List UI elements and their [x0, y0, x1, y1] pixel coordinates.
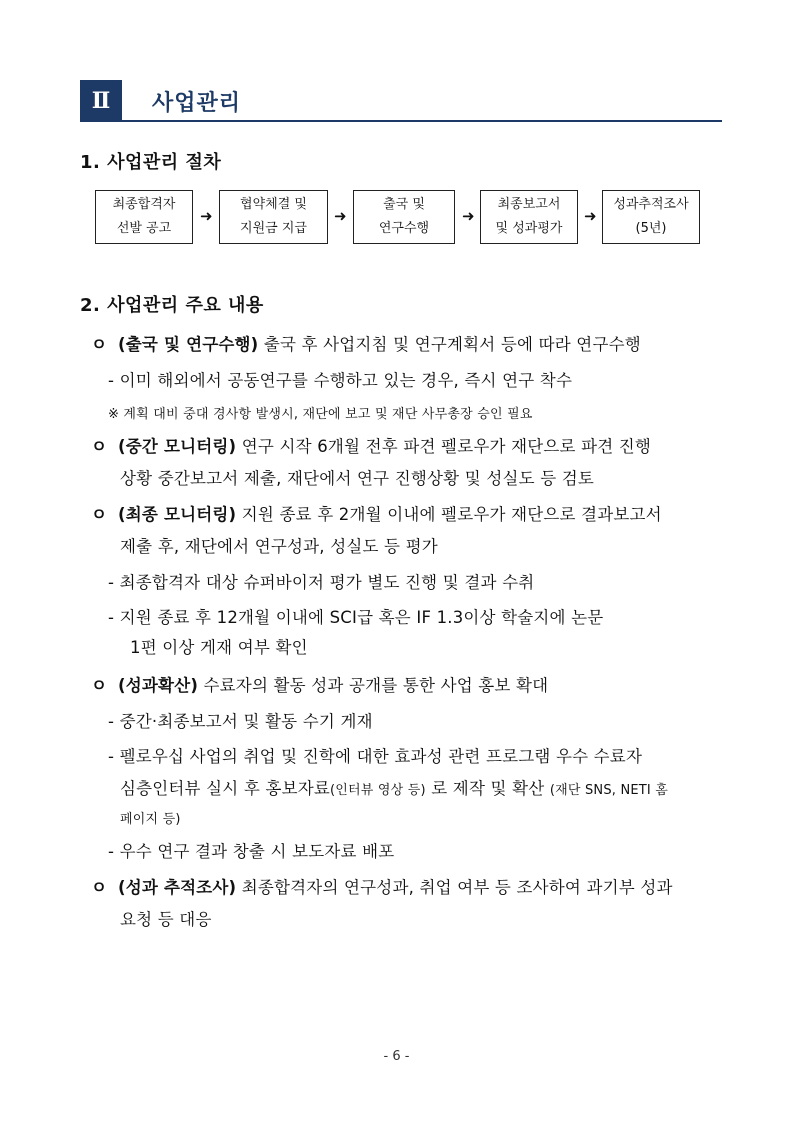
flow-step-line: 최종보고서	[497, 197, 561, 212]
arrow-icon: ➜	[334, 207, 347, 225]
bullet-label: (중간 모니터링)	[118, 437, 237, 456]
sub-item-continuation: 페이지 등)	[120, 812, 181, 827]
procedure-heading: 1. 사업관리 절차	[80, 152, 222, 173]
bullet-text: 연구 시작 6개월 전후 파견 펠로우가 재단으로 파견 진행	[241, 437, 652, 456]
section-numeral: Ⅱ	[80, 80, 122, 122]
sub-item: - 지원 종료 후 12개월 이내에 SCI급 혹은 IF 1.3이상 학술지에 논문	[108, 608, 604, 627]
circle-bullet-icon: ㅇ	[91, 676, 108, 695]
continuation-text: 로 제작 및 확산	[425, 779, 550, 798]
bullet-item	[91, 501, 662, 525]
sub-item-continuation: 1편 이상 게재 여부 확인	[130, 638, 308, 657]
bullet-continuation: 제출 후, 재단에서 연구성과, 성실도 등 평가	[120, 537, 438, 556]
section-divider	[80, 120, 722, 122]
bullet-label: (성과 추적조사)	[118, 878, 237, 897]
continuation-small: (재단 SNS, NETI 홈	[549, 783, 669, 798]
sub-item: - 이미 해외에서 공동연구를 수행하고 있는 경우, 즉시 연구 착수	[108, 371, 573, 390]
arrow-icon: ➜	[200, 207, 213, 225]
flow-step-4	[480, 190, 578, 244]
flow-step-line: 및 성과평가	[495, 221, 563, 236]
flow-step-3	[353, 190, 455, 244]
contents-heading: 2. 사업관리 주요 내용	[80, 295, 264, 316]
section-title: 사업관리	[152, 91, 242, 116]
circle-bullet-icon: ㅇ	[91, 335, 108, 354]
bullet-item	[91, 433, 651, 457]
circle-bullet-icon: ㅇ	[91, 878, 108, 897]
flow-step-line: 성과추적조사	[613, 197, 689, 212]
bullet-item	[91, 331, 641, 355]
sub-item: - 펠로우십 사업의 취업 및 진학에 대한 효과성 관련 프로그램 우수 수료자	[108, 747, 643, 766]
circle-bullet-icon: ㅇ	[91, 437, 108, 456]
sub-item: - 중간·최종보고서 및 활동 수기 게재	[108, 712, 373, 731]
bullet-text: 수료자의 활동 성과 공개를 통한 사업 홍보 확대	[203, 676, 549, 695]
arrow-icon: ➜	[462, 207, 475, 225]
circle-bullet-icon: ㅇ	[91, 505, 108, 524]
sub-item: - 우수 연구 결과 창출 시 보도자료 배포	[108, 842, 395, 861]
sub-item-continuation	[120, 775, 668, 799]
flow-step-line: 연구수행	[378, 221, 430, 236]
bullet-item	[91, 874, 673, 898]
flow-step-line: 출국 및	[383, 197, 425, 212]
bullet-text: 지원 종료 후 2개월 이내에 펠로우가 재단으로 결과보고서	[241, 505, 662, 524]
flow-step-line: 지원금 지급	[240, 221, 307, 236]
bullet-text: 최종합격자의 연구성과, 취업 여부 등 조사하여 과기부 성과	[241, 878, 673, 897]
bullet-continuation: 상황 중간보고서 제출, 재단에서 연구 진행상황 및 성실도 등 검토	[120, 469, 595, 488]
flow-step-2	[219, 190, 328, 244]
flow-step-line: 선발 공고	[116, 221, 172, 236]
sub-item: - 최종합격자 대상 슈퍼바이저 평가 별도 진행 및 결과 수취	[108, 573, 535, 592]
flow-step-line: 협약체결 및	[240, 197, 307, 212]
bullet-continuation: 요청 등 대응	[120, 910, 212, 929]
bullet-label: (성과확산)	[118, 676, 199, 695]
flow-step-1	[95, 190, 193, 244]
bullet-item	[91, 672, 548, 696]
note-item: ※ 계획 대비 중대 경사항 발생시, 재단에 보고 및 재단 사무총장 승인 필요	[108, 407, 533, 422]
flow-step-line: 최종합격자	[112, 197, 176, 212]
bullet-label: (출국 및 연구수행)	[118, 335, 259, 354]
page-number: - 6 -	[383, 1049, 410, 1064]
bullet-label: (최종 모니터링)	[118, 505, 237, 524]
continuation-text: 심층인터뷰 실시 후 홍보자료	[120, 779, 331, 798]
flow-step-line: (5년)	[635, 221, 667, 236]
continuation-small: (인터뷰 영상 등)	[330, 783, 426, 798]
flow-step-5	[602, 190, 700, 244]
bullet-text: 출국 후 사업지침 및 연구계획서 등에 따라 연구수행	[263, 335, 641, 354]
section-header	[80, 80, 722, 122]
arrow-icon: ➜	[584, 207, 597, 225]
